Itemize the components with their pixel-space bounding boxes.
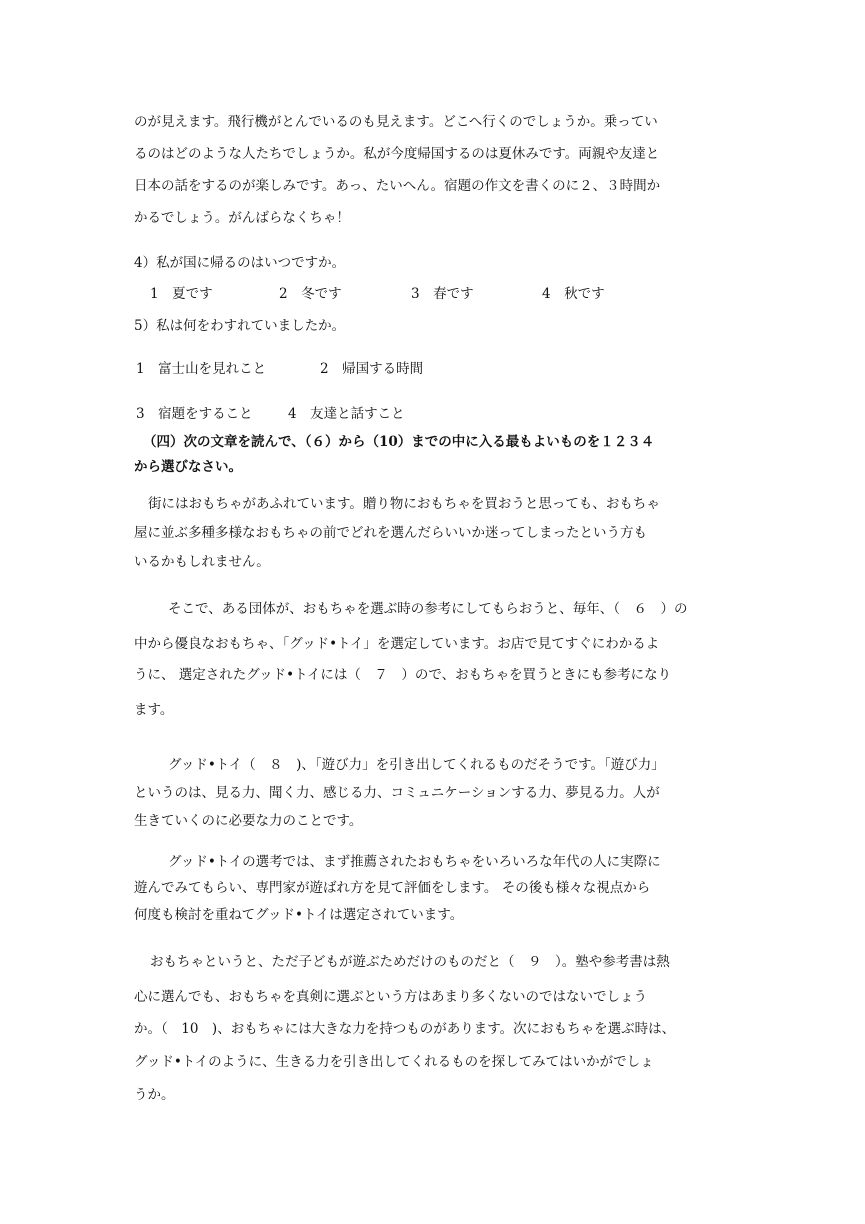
passage-line: グッド•トイ（ ８ )、「遊び力」を引き出してくれるものだそうです。「遊び力」 — [168, 757, 665, 773]
passage-line: ます。 — [134, 702, 174, 718]
q5-option-1: 1 富士山を見れこと — [136, 361, 267, 377]
passage-line: 遊んでみてもらい、専門家が遊ばれ方を見て評価をします。 その後も様々な視点から — [134, 880, 651, 896]
question-4: 4）私が国に帰るのはいつですか。 — [134, 255, 346, 271]
question-5: 5）私は何をわすれていましたか。 — [134, 318, 346, 334]
passage-line: 心に選んでも、おもちゃを真剣に選ぶという方はあまり多くないのではないでしょう — [134, 989, 647, 1005]
passage-line: というのは、見る力、聞く力、感じる力、コミュニケーションする力、夢見る力。人が — [134, 785, 660, 801]
passage-line: 屋に並ぶ多種多様なおもちゃの前でどれを選んだらいいか迷ってしまったという方も — [134, 525, 647, 541]
section-instruction: （四）次の文章を読んで、（６）から（10）までの中に入る最もよいものを１２３４ — [143, 434, 655, 450]
passage-line: うか。 — [134, 1087, 175, 1103]
text-line: 日本の話をするのが楽しみです。あっ、たいへん。宿題の作文を書くのに２、３時間か — [134, 178, 661, 194]
section-instruction: から選びなさい。 — [134, 459, 242, 475]
text-line: のが見えます。飛行機がとんでいるのも見えます。どこへ行くのでしょうか。乗ってい — [134, 114, 658, 130]
text-line: るのはどのような人たちでしょうか。私が今度帰国するのは夏休みです。両親や友達と — [134, 146, 660, 162]
text-line: かるでしょう。がんばらなくちゃ！ — [134, 210, 350, 226]
q4-option-1: 1 夏です — [150, 286, 213, 302]
passage-line: 中から優良なおもちゃ、「グッド•トイ」を選定しています。お店で見てすぐにわかるよ — [134, 636, 660, 652]
q5-option-4: 4 友達と話すこと — [288, 406, 405, 422]
passage-line: うに、 選定されたグッド•トイには（ ７ ）ので、おもちゃを買うときにも参考になり — [134, 667, 672, 683]
q4-option-3: 3 春です — [411, 286, 474, 302]
q4-option-2: 2 冬です — [279, 286, 342, 302]
passage-line: グッド•トイの選考では、まず推薦されたおもちゃをいろいろな年代の人に実際に — [168, 854, 661, 870]
passage-line: か。（ 10 )、おもちゃには大きな力を持つものがあります。次におもちゃを選ぶ時は、 — [134, 1021, 676, 1037]
passage-line: そこで、ある団体が、おもちゃを選ぶ時の参考にしてもらおうと、毎年、（ ６ ）の — [168, 601, 688, 617]
q5-option-3: 3 宿題をすること — [136, 406, 253, 422]
passage-line: 街にはおもちゃがあふれています。贈り物におもちゃを買おうと思っても、おもちゃ — [148, 496, 660, 512]
passage-line: いるかもしれません。 — [134, 554, 270, 570]
q5-option-2: 2 帰国する時間 — [320, 361, 424, 377]
passage-line: おもちゃというと、ただ子どもが遊ぶためだけのものだと（ ９ ）。塾や参考書は熱 — [150, 954, 670, 970]
passage-line: グッド•トイのように、生きる力を引き出してくれるものを探してみてはいかがでしょ — [134, 1054, 654, 1070]
passage-line: 何度も検討を重ねてグッド•トイは選定されています。 — [134, 907, 464, 923]
q4-option-4: 4 秋です — [542, 286, 605, 302]
passage-line: 生きていくのに必要な力のことです。 — [134, 813, 363, 829]
